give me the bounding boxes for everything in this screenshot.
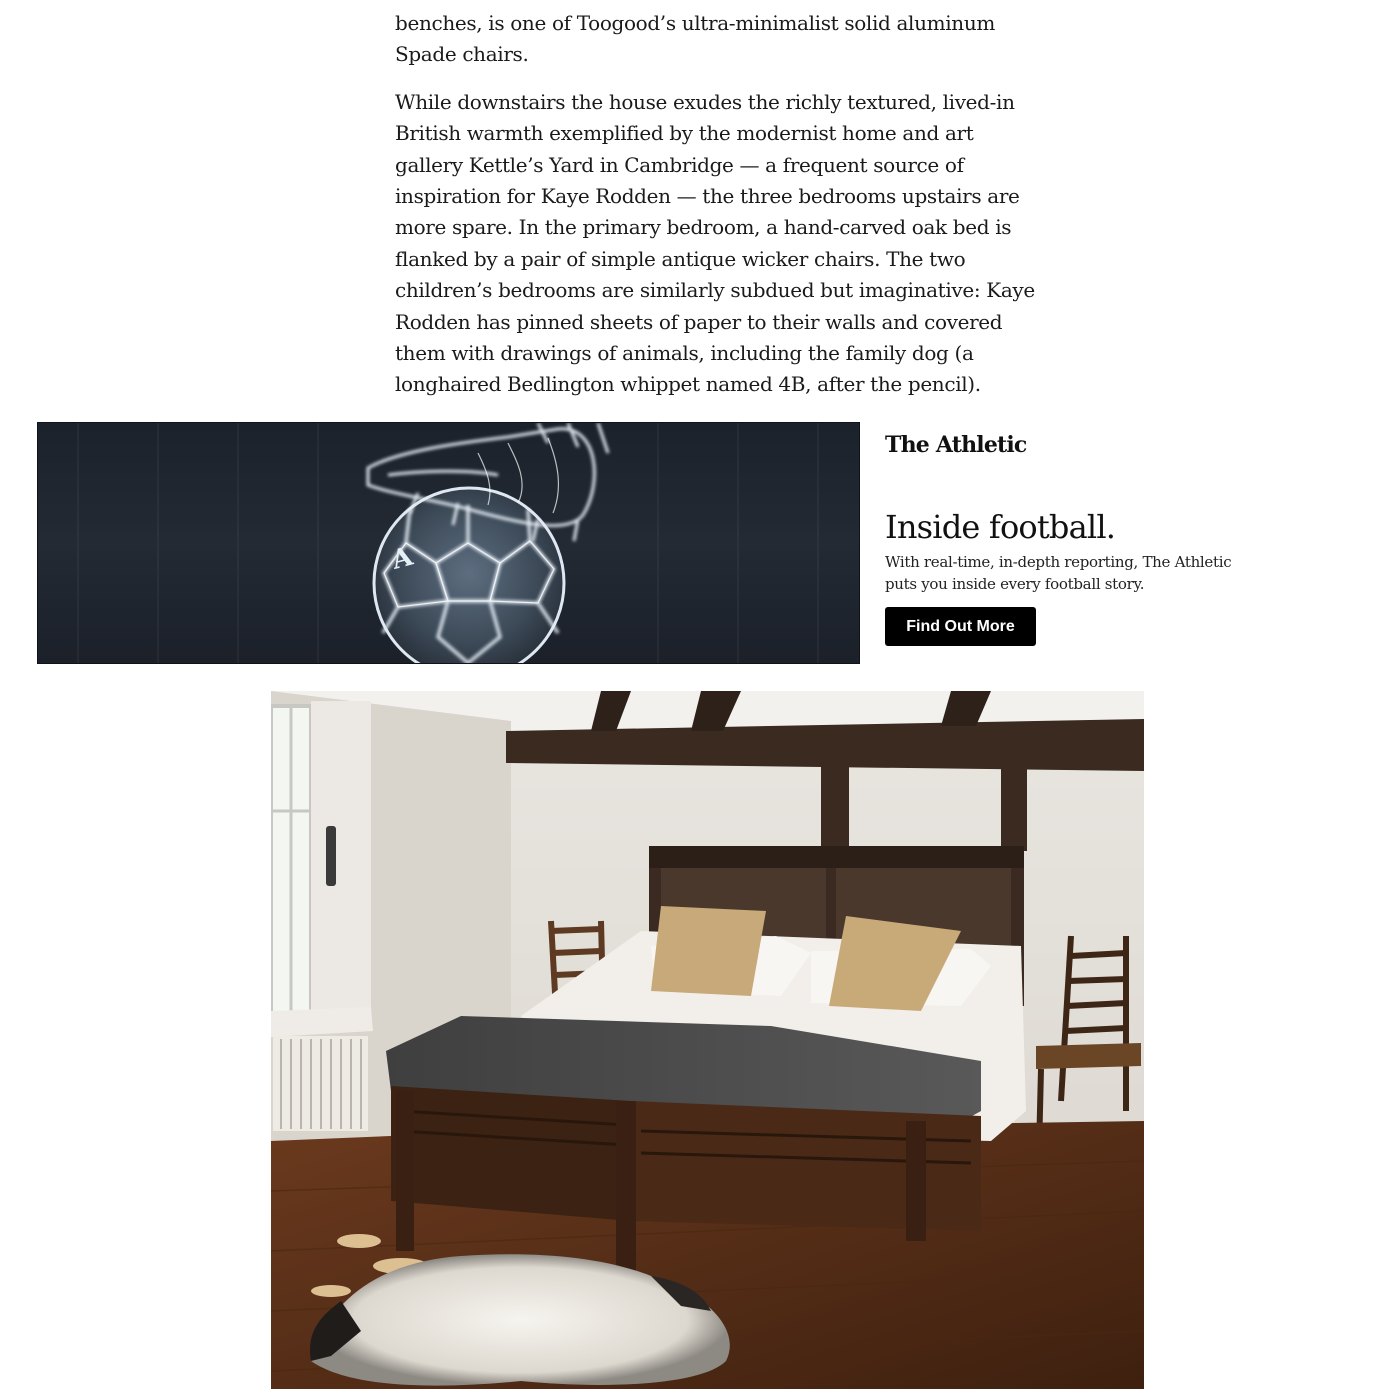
- article-paragraph: benches, is one of Toogood’s ultra-minimalist solid aluminum Spade chairs.: [395, 11, 995, 67]
- ad-headline: Inside football.: [885, 508, 1116, 546]
- article-paragraph: While downstairs the house exudes the richly textured, lived-in British warmth exemplified by the modernist home and art gallery Kettle’s Yard in Cambridge — a frequent source of inspiration for Kaye Rodden — the three bedrooms upstairs are more spare. In the primary bedroom, a hand-carved oak bed is flanked by a pair of simple antique wicker chairs. The two children’s bedrooms are similarly subdued but imaginative: Kaye Rodden has pinned sheets of paper to their walls and covered them with drawings of animals, including the family dog (a longhaired Bedlington whippet named 4B, after the pencil).: [395, 89, 1035, 397]
- advertisement[interactable]: [37, 422, 1257, 664]
- ad-image[interactable]: [37, 422, 860, 664]
- ad-body-text: With real-time, in-depth reporting, The Athletic puts you inside every football story.: [885, 553, 1232, 593]
- ad-brand-logo[interactable]: The Athletic: [885, 432, 1027, 458]
- article-body: [395, 8, 1035, 417]
- xray-football-boot-illustration: [38, 423, 860, 664]
- find-out-more-button[interactable]: Find Out More: [885, 607, 1036, 646]
- svg-text:A: A: [388, 541, 416, 576]
- article-photo-bedroom: [271, 691, 1144, 1389]
- bedroom-photo-illustration: [271, 691, 1144, 1389]
